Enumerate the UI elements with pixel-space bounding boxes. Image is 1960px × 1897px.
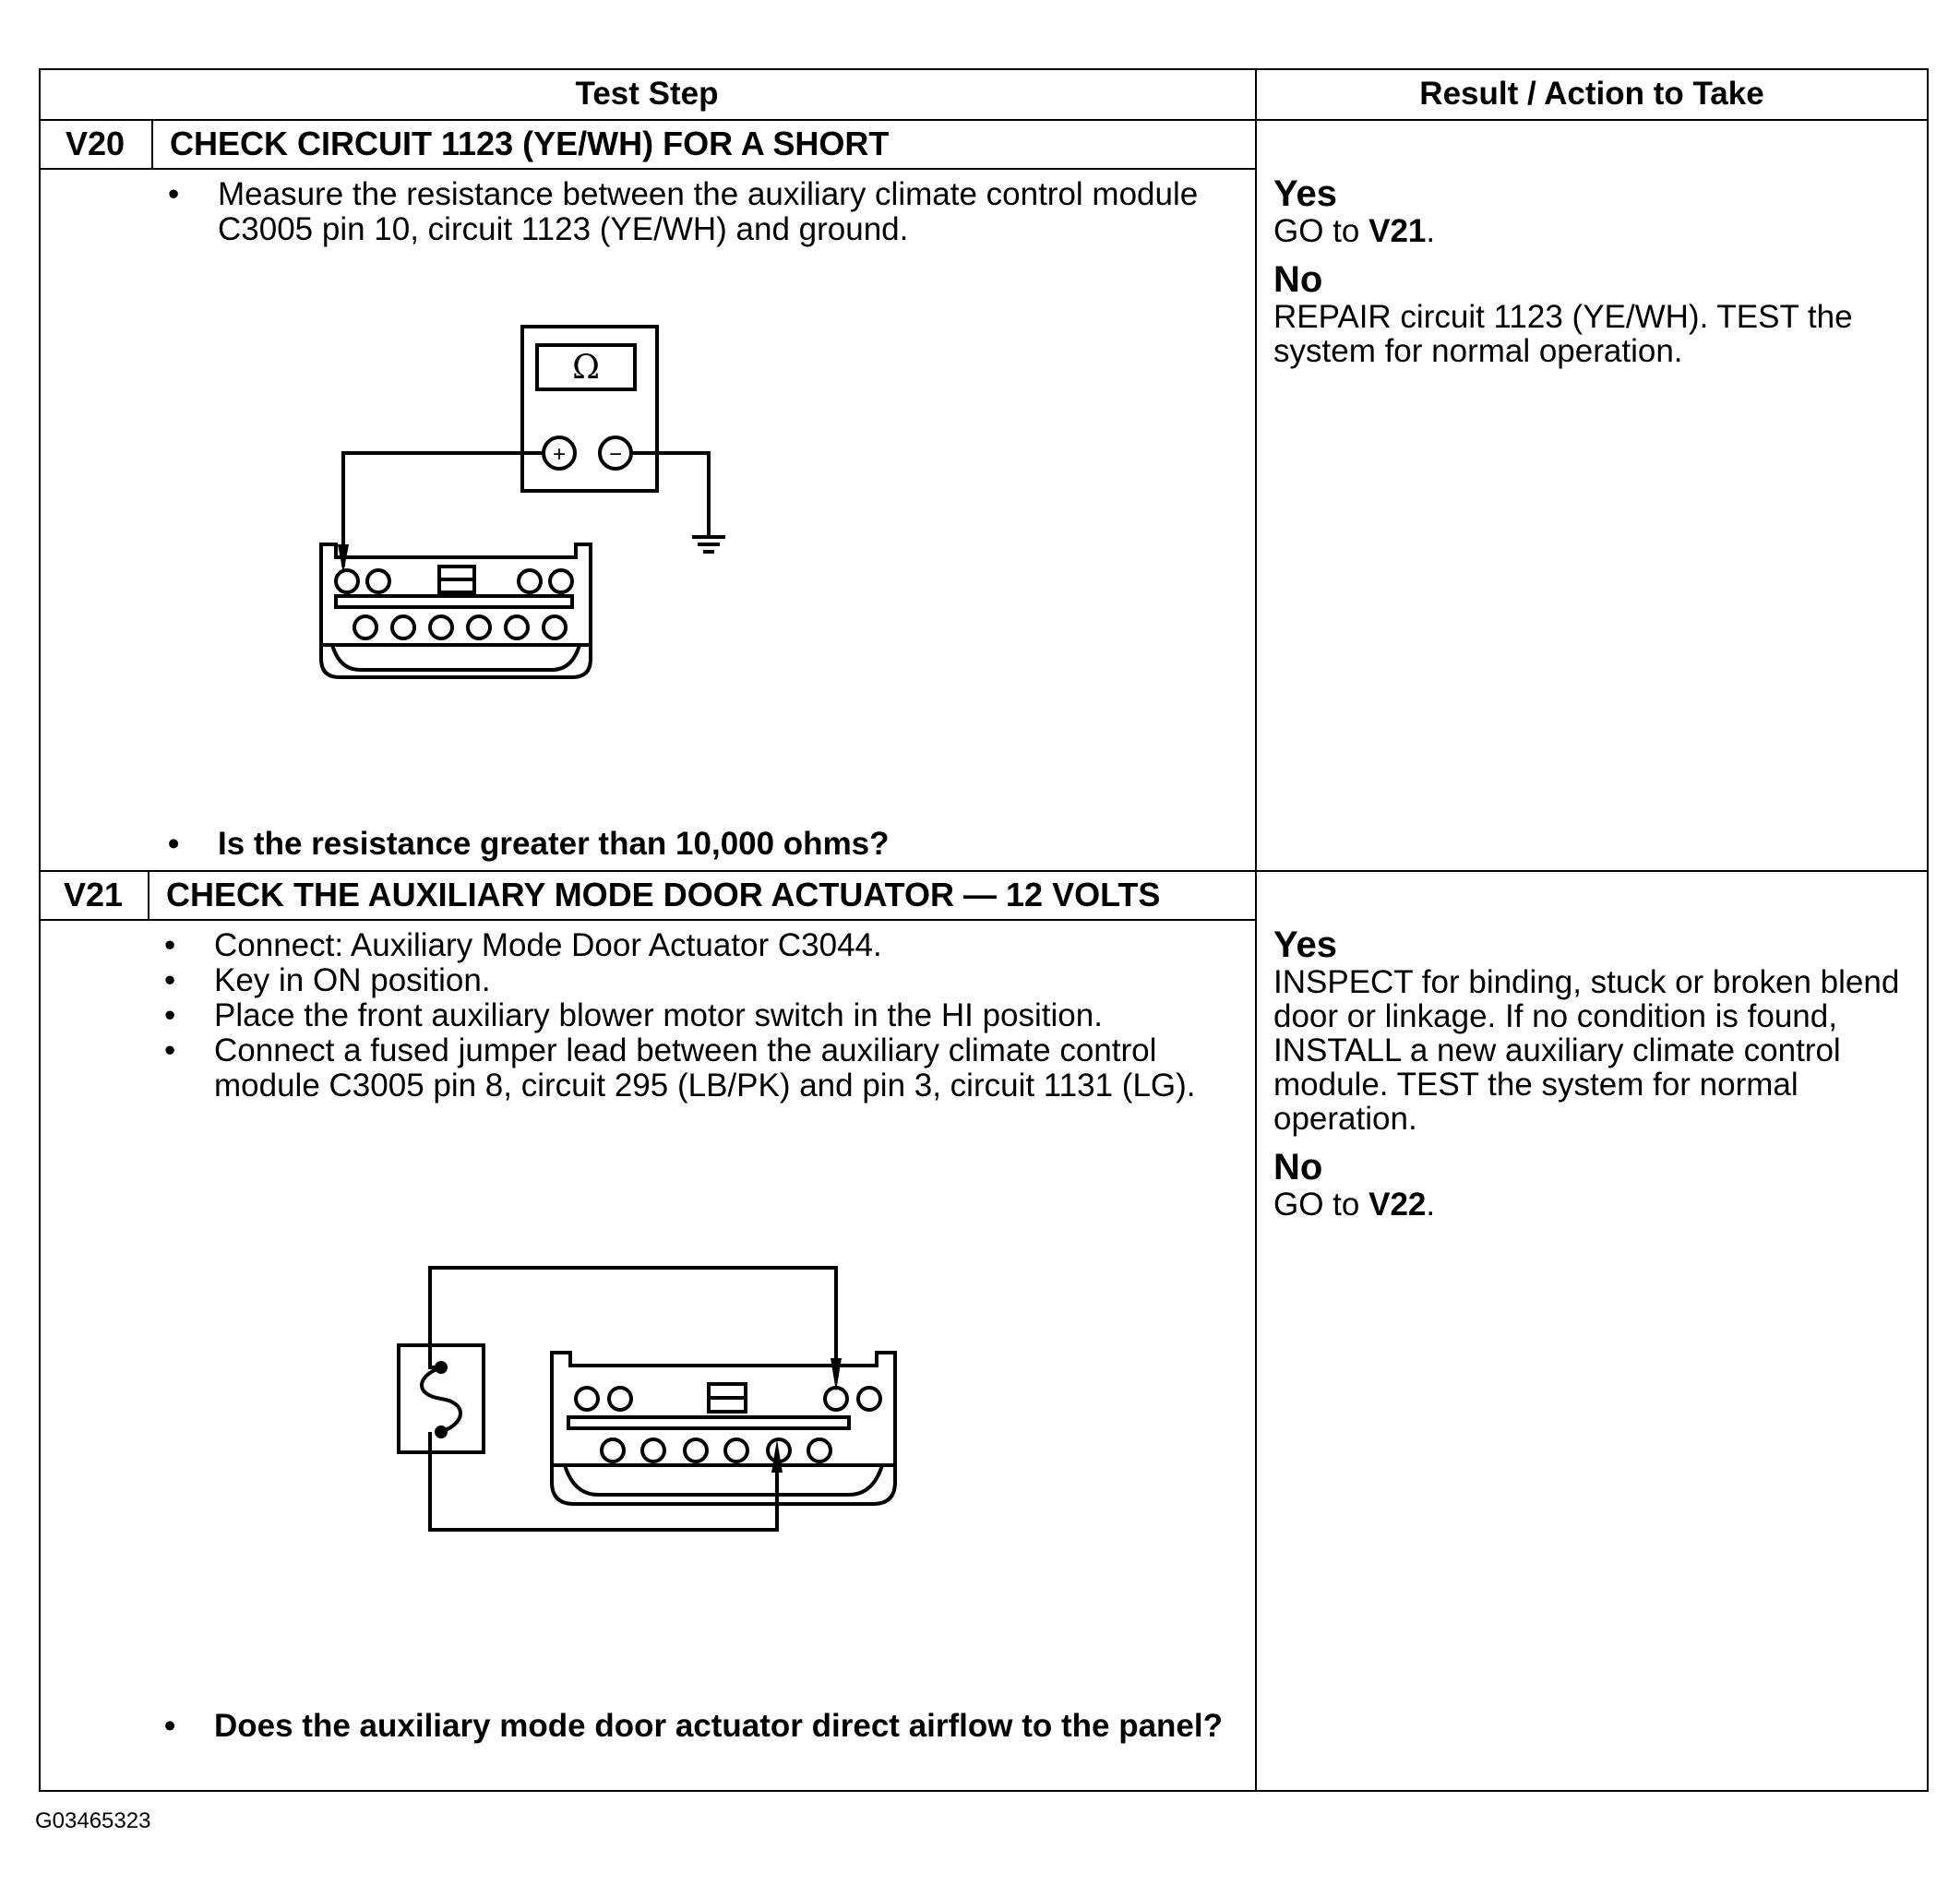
no-action: GO to V22.	[1273, 1187, 1436, 1223]
step-v20-bullets	[168, 177, 1211, 247]
yes-action: INSPECT for binding, stuck or broken blend door or linkage. If no condition is found, INSTALL a new auxiliary climate control module. TEST the system for normal operation.	[1273, 964, 1900, 1137]
connector-pin	[367, 570, 389, 592]
v21-id-divider	[148, 871, 149, 921]
yes-label: Yes	[1273, 173, 1337, 214]
yes-action: GO to V21.	[1273, 213, 1436, 249]
header-test-step: Test Step	[575, 76, 719, 112]
connector-rail	[336, 596, 572, 607]
negative-lead	[631, 453, 709, 537]
step-id-v21: V21	[63, 876, 124, 913]
fuse-terminal	[435, 1361, 448, 1374]
jumper-lead-top	[430, 1268, 836, 1367]
fuse-icon	[422, 1367, 460, 1432]
v21-title-divider	[39, 919, 1257, 921]
connector-pin	[506, 616, 528, 638]
fused-jumper-test-diagram	[356, 1268, 928, 1572]
plus-label: +	[552, 442, 567, 467]
step-v21-bullets	[164, 928, 1225, 1104]
step-link-v21[interactable]: V21	[1368, 213, 1427, 249]
diagnostic-table	[39, 68, 1929, 1792]
list-item: • Connect a fused jumper lead between the auxiliary climate control module C3005 pin 8, circuit 295 (LB/PK) and pin 3, circuit 1131 (LG).	[164, 1033, 1225, 1104]
table-border-right	[1927, 68, 1929, 1792]
connector-pin	[550, 570, 572, 592]
connector-pin	[576, 1388, 598, 1410]
table-border-left	[39, 68, 41, 1792]
table-border-bottom	[39, 1790, 1929, 1792]
connector-pin	[519, 570, 541, 592]
list-item: • Place the front auxiliary blower motor switch in the HI position.	[164, 998, 1225, 1033]
no-label: No	[1273, 1147, 1323, 1187]
connector-pin	[392, 616, 414, 638]
step-title-v20: CHECK CIRCUIT 1123 (YE/WH) FOR A SHORT	[170, 125, 890, 162]
connector-c3005	[321, 544, 591, 677]
ohm-symbol: Ω	[572, 349, 600, 387]
step-title-v21: CHECK THE AUXILIARY MODE DOOR ACTUATOR — 12 VOLTS	[166, 876, 1161, 913]
yes-label: Yes	[1273, 925, 1337, 965]
probe-tip-icon	[831, 1358, 842, 1391]
list-item: • Key in ON position.	[164, 963, 1225, 998]
connector-pin	[642, 1439, 664, 1462]
ohmmeter-test-diagram	[316, 327, 740, 733]
connector-pin	[685, 1439, 707, 1462]
no-action: REPAIR circuit 1123 (YE/WH). TEST the system for normal operation.	[1273, 299, 1853, 369]
step-v21-result	[1273, 925, 1910, 1222]
list-item: • Measure the resistance between the auxiliary climate control module C3005 pin 10, circuit 1123 (YE/WH) and ground.	[168, 177, 1211, 247]
connector-rail	[568, 1417, 849, 1428]
connector-pin	[336, 570, 358, 592]
step-v20-result	[1273, 173, 1910, 368]
minus-label: −	[608, 442, 623, 467]
connector-pin	[544, 616, 566, 638]
fuse-terminal	[435, 1426, 448, 1438]
step-v21-question: • Does the auxiliary mode door actuator direct airflow to the panel?	[164, 1709, 1275, 1744]
connector-pin	[354, 616, 376, 638]
v20-id-divider	[151, 120, 153, 170]
figure-id: G03465323	[35, 1808, 151, 1833]
probe-tip-icon	[771, 1439, 783, 1473]
connector-pin	[609, 1388, 631, 1410]
connector-pin	[858, 1388, 880, 1410]
v20-title-divider	[39, 168, 1257, 170]
connector-pin	[725, 1439, 747, 1462]
connector-pin	[602, 1439, 624, 1462]
step-v20-question: • Is the resistance greater than 10,000 ohms?	[168, 827, 1325, 862]
step-id-v20: V20	[65, 125, 125, 162]
connector-pin	[808, 1439, 831, 1462]
list-item: • Connect: Auxiliary Mode Door Actuator C3044.	[164, 928, 1225, 963]
column-divider	[1255, 68, 1257, 1792]
no-label: No	[1273, 259, 1323, 300]
positive-lead	[343, 453, 544, 567]
step-link-v22[interactable]: V22	[1368, 1187, 1427, 1223]
header-result-action: Result / Action to Take	[1419, 76, 1764, 112]
connector-pin	[430, 616, 452, 638]
connector-pin	[468, 616, 490, 638]
